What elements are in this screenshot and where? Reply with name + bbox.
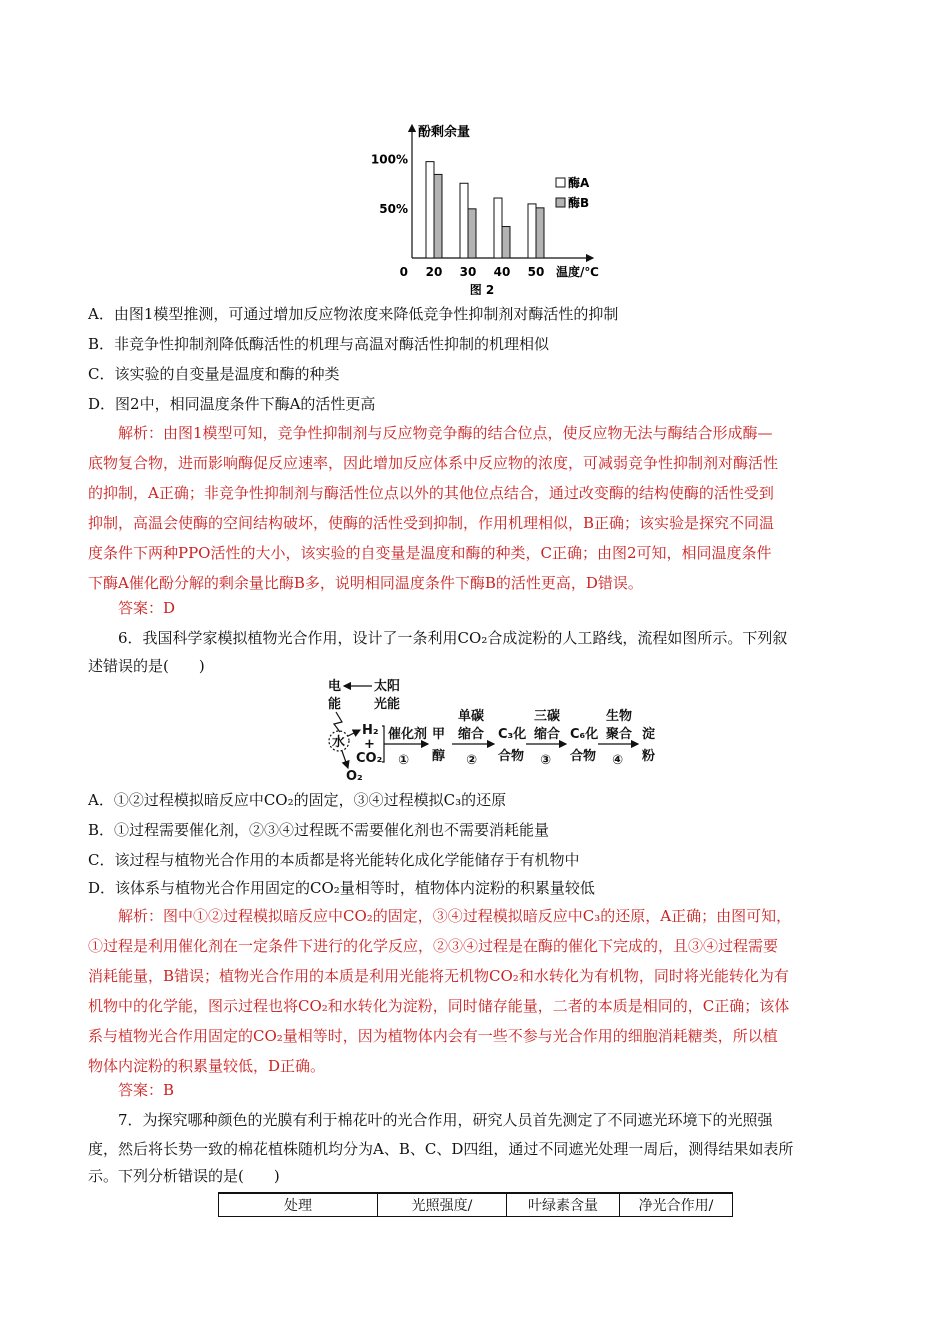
q5-analysis bbox=[88, 418, 864, 598]
analysis-line: 下酶A催化酚分解的剩余量比酶B多，说明相同温度条件下酶B的活性更高，D错误。 bbox=[88, 574, 643, 592]
bar-enzyme-a bbox=[494, 198, 502, 258]
analysis-line: 消耗能量，B错误；植物光合作用的本质是利用光能将无机物CO₂和水转化为有机物，同时将光能转化为有 bbox=[88, 967, 789, 985]
step2-label: 缩合 bbox=[458, 727, 485, 742]
step2-number: ② bbox=[466, 753, 478, 768]
c3-compound-label: C₃化 bbox=[498, 727, 527, 742]
x-tick-label: 50 bbox=[527, 265, 545, 279]
analysis-line: 解析：图中①②过程模拟暗反应中CO₂的固定，③④过程模拟暗反应中C₃的还原，A正确；由图可知， bbox=[118, 907, 792, 925]
c6-compound-label: 合物 bbox=[570, 749, 597, 764]
q7-stem-line-1: 7．为探究哪种颜色的光膜有利于棉花叶的光合作用，研究人员首先测定了不同遮光环境下的光照强 bbox=[118, 1111, 773, 1129]
q6-flow-diagram bbox=[320, 674, 660, 784]
legend-swatch bbox=[556, 198, 565, 207]
table-header-light-intensity: 光照强度/ bbox=[378, 1193, 507, 1217]
x-tick-label: 40 bbox=[493, 265, 511, 279]
step4-label: 聚合 bbox=[606, 727, 633, 742]
step2-label: 单碳 bbox=[458, 709, 485, 724]
x-axis-label: 温度/℃ bbox=[556, 265, 599, 279]
table-header-row bbox=[219, 1193, 733, 1217]
methanol-label: 甲 bbox=[432, 727, 446, 742]
table-header-net-photosynthesis: 净光合作用/ bbox=[620, 1193, 733, 1217]
analysis-line: 底物复合物，进而影响酶促反应速率，因此增加反应体系中反应物的浓度，可减弱竞争性抑制剂对酶活性 bbox=[88, 454, 779, 472]
c6-compound-label: C₆化 bbox=[570, 727, 599, 742]
q5-option-b: B．非竞争性抑制剂降低酶活性的机理与高温对酶活性抑制的机理相似 bbox=[88, 335, 550, 353]
analysis-line: 机物中的化学能，图示过程也将CO₂和水转化为淀粉，同时储存能量，二者的本质是相同的，C正确；该体 bbox=[88, 997, 790, 1015]
q7-stem-line-3: 示。下列分析错误的是( ) bbox=[88, 1167, 280, 1185]
h2-label: H₂ bbox=[362, 723, 379, 738]
q5-answer: 答案：D bbox=[118, 599, 176, 617]
figure-2-bar-chart bbox=[360, 120, 620, 295]
starch-label: 粉 bbox=[642, 749, 656, 764]
bar-enzyme-b bbox=[536, 208, 544, 258]
q6-answer: 答案：B bbox=[118, 1081, 175, 1099]
bar-enzyme-b bbox=[468, 209, 476, 258]
q6-stem-line-1: 6．我国科学家模拟植物光合作用，设计了一条利用CO₂合成淀粉的人工路线，流程如图所示。下列叙 bbox=[118, 629, 788, 647]
step3-label: 缩合 bbox=[534, 727, 561, 742]
legend-swatch bbox=[556, 178, 565, 187]
electric-energy-label: 电 bbox=[328, 679, 342, 694]
step3-number: ③ bbox=[540, 753, 552, 768]
o2-label: O₂ bbox=[346, 769, 363, 784]
q6-option-c: C．该过程与植物光合作用的本质都是将光能转化成化学能储存于有机物中 bbox=[88, 851, 580, 869]
water-to-o2-arrow bbox=[342, 751, 348, 768]
q6-option-b: B．①过程需要催化剂，②③④过程既不需要催化剂也不需要消耗能量 bbox=[88, 821, 550, 839]
step3-label: 三碳 bbox=[534, 709, 561, 724]
table-header-chlorophyll: 叶绿素含量 bbox=[507, 1193, 620, 1217]
solar-energy-label: 太阳 bbox=[374, 679, 401, 694]
q6-option-a: A．①②过程模拟暗反应中CO₂的固定，③④过程模拟C₃的还原 bbox=[88, 791, 507, 809]
analysis-line: 系与植物光合作用固定的CO₂量相等时，因为植物体内会有一些不参与光合作用的细胞消耗糖类，所以植 bbox=[88, 1027, 778, 1045]
methanol-label: 醇 bbox=[432, 749, 446, 764]
legend-label: 酶A bbox=[568, 176, 590, 190]
q5-option-a: A．由图1模型推测，可通过增加反应物浓度来降低竞争性抑制剂对酶活性的抑制 bbox=[88, 305, 619, 323]
bar-enzyme-a bbox=[528, 204, 536, 258]
starch-label: 淀 bbox=[642, 727, 656, 742]
y-tick-label: 50% bbox=[379, 201, 408, 216]
water-label: 水 bbox=[332, 735, 346, 750]
c3-compound-label: 合物 bbox=[498, 749, 525, 764]
q6-stem-line-2: 述错误的是( ) bbox=[88, 657, 205, 675]
q6-option-d: D．该体系与植物光合作用固定的CO₂量相等时，植物体内淀粉的积累量较低 bbox=[88, 879, 595, 897]
table-header-treatment: 处理 bbox=[219, 1193, 378, 1217]
bracket bbox=[382, 726, 384, 762]
x-tick-label: 20 bbox=[425, 265, 443, 279]
figure-caption: 图 2 bbox=[469, 283, 495, 295]
analysis-line: 物体内淀粉的积累量较低，D正确。 bbox=[88, 1057, 326, 1075]
bar-enzyme-b bbox=[434, 174, 442, 258]
analysis-line: 的抑制，A正确；非竞争性抑制剂与酶活性位点以外的其他位点结合，通过改变酶的结构使酶的活性受到 bbox=[88, 484, 774, 502]
co2-label: CO₂ bbox=[356, 751, 383, 766]
x-origin-label: 0 bbox=[399, 265, 408, 279]
step4-number: ④ bbox=[612, 753, 624, 768]
analysis-line: 抑制，高温会使酶的空间结构破坏，使酶的活性受到抑制，作用机理相似，B正确；该实验是探究不同温 bbox=[88, 514, 775, 532]
step4-label: 生物 bbox=[606, 709, 633, 724]
x-tick-label: 30 bbox=[459, 265, 477, 279]
q7-table bbox=[218, 1192, 733, 1217]
analysis-line: 度条件下两种PPO活性的大小，该实验的自变量是温度和酶的种类，C正确；由图2可知，相同温度条件 bbox=[88, 544, 772, 562]
step1-number: ① bbox=[398, 753, 410, 768]
step1-catalyst-label: 催化剂 bbox=[388, 727, 428, 742]
analysis-line: 解析：由图1模型可知，竞争性抑制剂与反应物竞争酶的结合位点，使反应物无法与酶结合形成酶— bbox=[118, 424, 773, 442]
q6-analysis bbox=[88, 901, 864, 1081]
solar-energy-label: 光能 bbox=[374, 697, 401, 712]
plus-sign: + bbox=[364, 737, 375, 752]
y-axis-label: 酚剩余量 bbox=[418, 125, 471, 140]
lightning-bolt-icon bbox=[334, 712, 342, 732]
electric-energy-label: 能 bbox=[328, 697, 342, 712]
legend-label: 酶B bbox=[568, 196, 590, 210]
q7-stem-line-2: 度，然后将长势一致的棉花植株随机均分为A、B、C、D四组，通过不同遮光处理一周后，测得结果如表所 bbox=[88, 1140, 794, 1158]
bar-enzyme-a bbox=[460, 183, 468, 258]
q5-option-d: D．图2中，相同温度条件下酶A的活性更高 bbox=[88, 395, 376, 413]
analysis-line: ①过程是利用催化剂在一定条件下进行的化学反应，②③④过程是在酶的催化下完成的，且③④过程需要 bbox=[88, 937, 779, 955]
q5-option-c: C．该实验的自变量是温度和酶的种类 bbox=[88, 365, 340, 383]
y-tick-label: 100% bbox=[370, 152, 408, 167]
water-to-h2-arrow bbox=[348, 730, 360, 736]
bar-enzyme-b bbox=[502, 227, 510, 258]
bar-enzyme-a bbox=[426, 162, 434, 258]
